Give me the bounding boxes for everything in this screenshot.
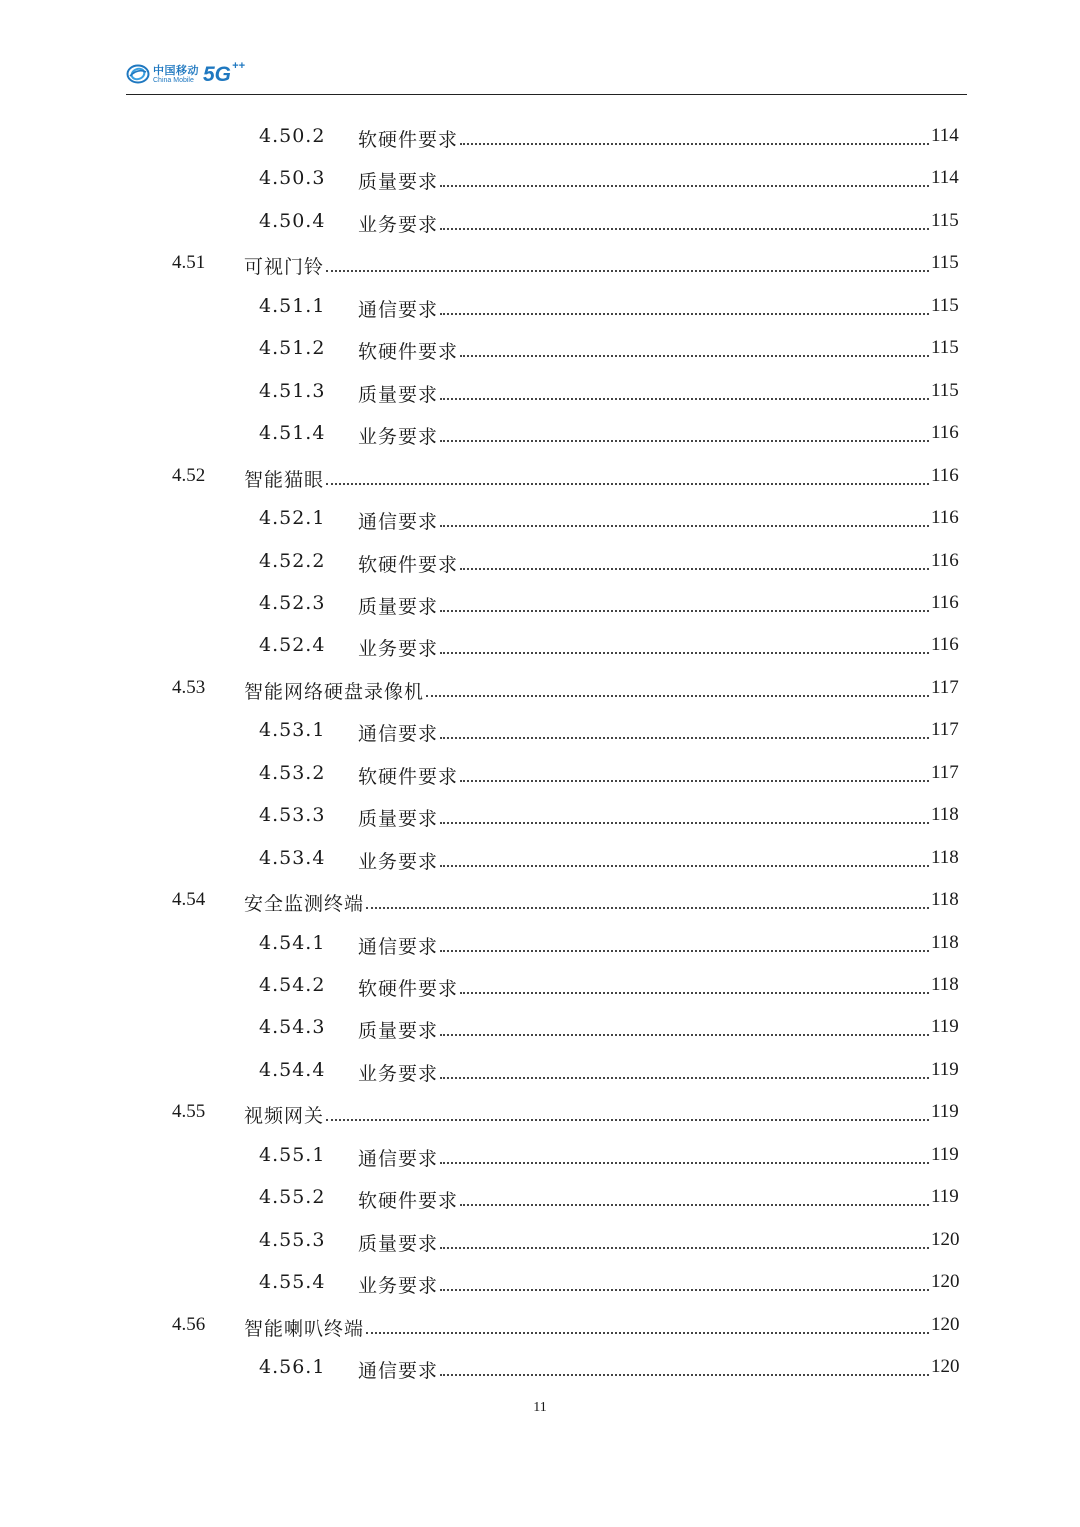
- toc-entry-title: 智能猫眼: [244, 468, 325, 491]
- toc-entry-title: 业务要求: [358, 638, 439, 661]
- toc-entry-number: 4.55.4: [259, 1271, 326, 1294]
- toc-entry-page: 117: [931, 676, 959, 698]
- toc-entry-title: 通信要求: [358, 511, 439, 534]
- toc-leader-dots: [440, 634, 929, 654]
- toc-entry-title: 质量要求: [358, 383, 439, 406]
- toc-leader-dots: [440, 804, 929, 824]
- toc-leader-dots: [460, 974, 929, 994]
- toc-entry-number: 4.55: [172, 1101, 206, 1123]
- brand-text: [153, 65, 199, 84]
- toc-entry-number: 4.52.1: [259, 507, 326, 530]
- toc-entry-number: 4.52: [172, 464, 206, 486]
- toc-leader-dots: [440, 167, 929, 187]
- logo-5g-plus: ++: [232, 59, 245, 72]
- toc-entry-number: 4.53.1: [259, 719, 326, 742]
- toc-entry[interactable]: [0, 1059, 1080, 1085]
- toc-entry-number: 4.51: [172, 252, 206, 274]
- toc-entry[interactable]: [0, 889, 1080, 915]
- toc-entry-page: 116: [931, 591, 959, 613]
- toc-entry[interactable]: [0, 337, 1080, 363]
- toc-entry-page: 120: [931, 1356, 960, 1378]
- toc-entry[interactable]: [0, 677, 1080, 703]
- toc-entry-number: 4.53.4: [259, 846, 326, 869]
- toc-entry-number: 4.56: [172, 1313, 206, 1335]
- toc-leader-dots: [426, 677, 929, 697]
- toc-entry-title: 质量要求: [358, 808, 439, 831]
- toc-leader-dots: [440, 1144, 929, 1164]
- toc-leader-dots: [460, 550, 929, 570]
- toc-entry[interactable]: [0, 465, 1080, 491]
- toc-entry-title: 视频网关: [244, 1105, 325, 1128]
- toc-entry-page: 119: [931, 1186, 959, 1208]
- toc-entry-title: 软硬件要求: [358, 765, 459, 788]
- toc-entry-page: 117: [931, 719, 959, 741]
- toc-entry-title: 业务要求: [358, 1275, 439, 1298]
- toc-entry[interactable]: [0, 167, 1080, 193]
- toc-leader-dots: [440, 847, 929, 867]
- toc-leader-dots: [460, 1186, 929, 1206]
- toc-entry-page: 114: [931, 167, 959, 189]
- toc-entry-page: 115: [931, 379, 959, 401]
- toc-entry-page: 120: [931, 1271, 960, 1293]
- toc-leader-dots: [460, 337, 929, 357]
- toc-leader-dots: [440, 380, 929, 400]
- toc-entry[interactable]: [0, 1144, 1080, 1170]
- toc-entry-page: 115: [931, 252, 959, 274]
- toc-entry[interactable]: [0, 125, 1080, 151]
- toc-leader-dots: [440, 1059, 929, 1079]
- toc-entry-title: 软硬件要求: [358, 978, 459, 1000]
- toc-entry-page: 118: [931, 974, 959, 995]
- toc-entry-number: 4.53: [172, 676, 206, 698]
- toc-entry-page: 114: [931, 125, 959, 146]
- toc-entry-number: 4.53.2: [259, 761, 326, 784]
- toc-leader-dots: [326, 465, 929, 485]
- toc-entry[interactable]: [0, 252, 1080, 278]
- toc-entry-page: 116: [931, 549, 959, 571]
- toc-leader-dots: [440, 295, 929, 315]
- toc-leader-dots: [366, 1314, 929, 1334]
- toc-entry-number: 4.51.1: [259, 294, 326, 317]
- brand-cn: 中国移动: [153, 63, 199, 77]
- toc-entry[interactable]: [0, 1229, 1080, 1255]
- toc-entry-number: 4.55.3: [259, 1228, 326, 1251]
- toc-entry-title: 软硬件要求: [358, 129, 459, 151]
- toc-entry-number: 4.51.4: [259, 422, 326, 445]
- toc-leader-dots: [440, 422, 929, 442]
- toc-entry-page: 117: [931, 761, 959, 783]
- toc-entry-title: 业务要求: [358, 426, 439, 449]
- toc-entry[interactable]: [0, 550, 1080, 576]
- toc-entry[interactable]: [0, 210, 1080, 236]
- toc-entry-number: 4.54.1: [259, 931, 326, 954]
- toc-entry[interactable]: [0, 380, 1080, 406]
- toc-entry[interactable]: [0, 1314, 1080, 1340]
- logo-5g: [203, 59, 245, 86]
- toc-entry-number: 4.50.3: [259, 167, 326, 190]
- toc-entry-number: 4.51.2: [259, 337, 326, 360]
- logo-5g-text: 5G: [203, 62, 232, 86]
- toc-entry-page: 116: [931, 507, 959, 529]
- toc-leader-dots: [440, 592, 929, 612]
- toc-entry-title: 智能喇叭终端: [244, 1317, 365, 1340]
- brand-en: China Mobile: [153, 76, 194, 84]
- toc-leader-dots: [366, 889, 929, 909]
- toc-entry-page: 118: [931, 804, 959, 826]
- toc-leader-dots: [440, 719, 929, 739]
- toc-entry-page: 116: [931, 464, 959, 486]
- toc-leader-dots: [326, 1101, 929, 1121]
- toc-entry[interactable]: [0, 507, 1080, 533]
- toc-entry-title: 通信要求: [358, 1147, 439, 1170]
- toc-entry[interactable]: [0, 1356, 1080, 1382]
- toc-entry-number: 4.54.3: [259, 1016, 326, 1039]
- toc-leader-dots: [440, 507, 929, 527]
- toc-entry-title: 质量要求: [358, 1232, 439, 1255]
- toc-entry[interactable]: [0, 1016, 1080, 1042]
- toc-entry-page: 119: [931, 1143, 959, 1165]
- page-number: 11: [533, 1400, 547, 1415]
- toc-entry-page: 115: [931, 294, 959, 316]
- toc-leader-dots: [326, 252, 929, 272]
- toc-entry-number: 4.56.1: [259, 1356, 326, 1379]
- toc-leader-dots: [440, 1271, 929, 1291]
- toc-entry-page: 119: [931, 1016, 959, 1038]
- toc-entry-title: 安全监测终端: [244, 893, 365, 916]
- toc-entry-title: 质量要求: [358, 171, 439, 194]
- toc-entry-page: 115: [931, 209, 959, 231]
- toc-entry-number: 4.55.1: [259, 1143, 326, 1166]
- toc-entry[interactable]: [0, 422, 1080, 448]
- toc-entry[interactable]: [0, 1101, 1080, 1127]
- toc-entry[interactable]: [0, 932, 1080, 958]
- toc-leader-dots: [440, 1229, 929, 1249]
- toc-entry-page: 118: [931, 846, 959, 868]
- toc-entry-page: 118: [931, 931, 959, 953]
- toc-entry-number: 4.52.2: [259, 549, 326, 572]
- toc-leader-dots: [440, 1016, 929, 1036]
- toc-entry-number: 4.52.4: [259, 634, 326, 657]
- toc-entry[interactable]: [0, 974, 1080, 1000]
- toc-leader-dots: [460, 762, 929, 782]
- toc-entry[interactable]: [0, 1186, 1080, 1212]
- toc-entry-page: 115: [931, 337, 959, 359]
- toc-entry-title: 质量要求: [358, 1020, 439, 1043]
- toc-entry-number: 4.53.3: [259, 804, 326, 827]
- toc-entry-title: 业务要求: [358, 213, 439, 236]
- toc-entry-page: 116: [931, 422, 959, 444]
- toc-entry-page: 119: [931, 1101, 959, 1123]
- toc-entry-title: 通信要求: [358, 723, 439, 746]
- toc-leader-dots: [440, 1356, 929, 1376]
- page-header: [126, 60, 967, 95]
- china-mobile-logo: [126, 59, 245, 86]
- toc-entry-title: 业务要求: [358, 850, 439, 873]
- toc-entry[interactable]: [0, 634, 1080, 660]
- toc-entry[interactable]: [0, 847, 1080, 873]
- toc-entry-title: 通信要求: [358, 935, 439, 958]
- toc-entry-number: 4.54.2: [259, 974, 326, 996]
- toc-entry-page: 116: [931, 634, 959, 656]
- toc-entry-number: 4.51.3: [259, 379, 326, 402]
- toc-entry-title: 通信要求: [358, 1360, 439, 1383]
- toc-entry[interactable]: [0, 1271, 1080, 1297]
- toc-entry-number: 4.54.4: [259, 1058, 326, 1081]
- toc-leader-dots: [460, 125, 929, 145]
- toc-entry[interactable]: [0, 762, 1080, 788]
- toc-entry[interactable]: [0, 592, 1080, 618]
- toc-entry-title: 质量要求: [358, 595, 439, 618]
- toc-entry-page: 120: [931, 1313, 960, 1335]
- toc-entry-title: 软硬件要求: [358, 1190, 459, 1213]
- toc-entry-page: 120: [931, 1228, 960, 1250]
- toc-entry-title: 软硬件要求: [358, 341, 459, 364]
- toc-entry-number: 4.52.3: [259, 591, 326, 614]
- toc-entry-number: 4.54: [172, 889, 206, 911]
- toc-entry[interactable]: [0, 804, 1080, 830]
- toc-leader-dots: [440, 210, 929, 230]
- toc-entry[interactable]: [0, 719, 1080, 745]
- toc-entry-title: 软硬件要求: [358, 553, 459, 576]
- toc-entry-title: 可视门铃: [244, 256, 325, 279]
- toc-entry-title: 业务要求: [358, 1062, 439, 1085]
- toc-entry-page: 118: [931, 889, 959, 911]
- toc-leader-dots: [440, 932, 929, 952]
- toc-entry-number: 4.50.2: [259, 125, 326, 147]
- toc-entry-title: 通信要求: [358, 298, 439, 321]
- toc-entry-number: 4.50.4: [259, 209, 326, 232]
- toc-entry-page: 119: [931, 1058, 959, 1080]
- toc-entry[interactable]: [0, 295, 1080, 321]
- toc-entry-number: 4.55.2: [259, 1186, 326, 1209]
- china-mobile-swirl-icon: [126, 62, 150, 86]
- toc-entry-title: 智能网络硬盘录像机: [244, 680, 425, 703]
